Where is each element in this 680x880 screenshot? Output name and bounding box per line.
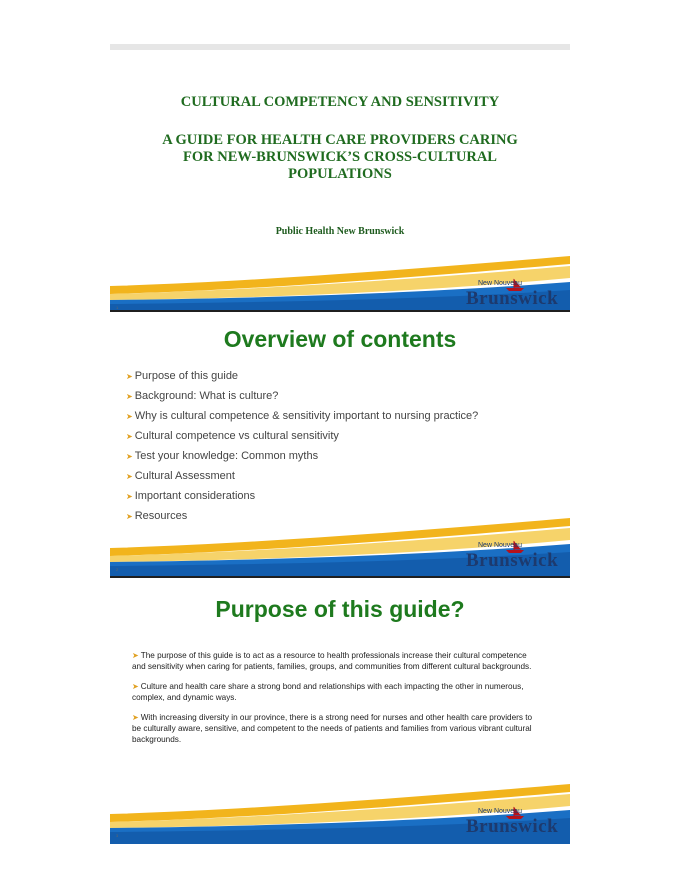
- logo-main-text: Brunswick: [466, 816, 559, 837]
- new-brunswick-logo: [466, 280, 562, 310]
- overview-list: [126, 366, 478, 526]
- list-item: [132, 650, 542, 672]
- slide-overview: [110, 310, 570, 578]
- list-item-text: Culture and health care share a strong bond and relationships with each impacting the other in numerous, complex, and dynamic ways.: [132, 682, 524, 702]
- list-item: [126, 446, 478, 466]
- arrow-bullet-icon: ➤: [126, 452, 133, 461]
- arrow-bullet-icon: ➤: [126, 472, 133, 481]
- list-item-text: Test your knowledge: Common myths: [134, 450, 319, 462]
- list-item: [126, 486, 478, 506]
- arrow-bullet-icon: ➤: [126, 372, 133, 381]
- slide-title-subheading: [110, 132, 570, 183]
- slide-title-heading: CULTURAL COMPETENCY AND SENSITIVITY: [180, 94, 500, 110]
- subheading-line: POPULATIONS: [288, 166, 392, 182]
- page-number: 1: [116, 305, 119, 310]
- slide-title: [110, 44, 570, 316]
- list-item-text: Cultural Assessment: [134, 470, 235, 482]
- arrow-bullet-icon: ➤: [126, 492, 133, 501]
- logo-small-text: New Nouveau: [478, 542, 522, 549]
- list-item-text: Background: What is culture?: [134, 390, 279, 402]
- list-item-text: Cultural competence vs cultural sensitivity: [134, 430, 339, 442]
- list-item: [126, 366, 478, 386]
- logo-small-text: New Nouveau: [478, 280, 522, 287]
- page-number: 3: [116, 833, 119, 838]
- page-number: 2: [116, 567, 119, 572]
- arrow-bullet-icon: ➤: [132, 682, 139, 691]
- logo-small-text: New Nouveau: [478, 808, 522, 815]
- purpose-list: [132, 650, 542, 754]
- list-item-text: The purpose of this guide is to act as a resource to health professionals increase their cultural competence and sensitivity when caring for patients, families, groups, and communities from different cultural backgrounds.: [132, 651, 532, 671]
- list-item: [126, 426, 478, 446]
- list-item: [132, 712, 542, 745]
- list-item-text: Why is cultural competence & sensitivity important to nursing practice?: [134, 410, 479, 422]
- arrow-bullet-icon: ➤: [132, 651, 139, 660]
- logo-main-text: Brunswick: [466, 550, 559, 571]
- list-item-text: Resources: [134, 510, 188, 522]
- list-item-text: Purpose of this guide: [134, 370, 239, 382]
- arrow-bullet-icon: ➤: [132, 713, 139, 722]
- list-item: [126, 386, 478, 406]
- subheading-line: FOR NEW-BRUNSWICK’S CROSS-CULTURAL: [183, 149, 497, 165]
- arrow-bullet-icon: ➤: [126, 432, 133, 441]
- arrow-bullet-icon: ➤: [126, 412, 133, 421]
- slide-title-author: Public Health New Brunswick: [275, 226, 405, 237]
- slide-purpose: [110, 576, 570, 844]
- list-item: [132, 681, 542, 703]
- new-brunswick-logo: [466, 808, 562, 838]
- list-item-text: With increasing diversity in our province, there is a strong need for nurses and other health care providers to be culturally aware, sensitive, and competent to the needs of patients and families from various vibrant cultural backgrounds.: [132, 713, 533, 744]
- new-brunswick-logo: [466, 542, 562, 572]
- list-item: [126, 406, 478, 426]
- slide-purpose-title: Purpose of this guide?: [215, 596, 465, 622]
- arrow-bullet-icon: ➤: [126, 512, 133, 521]
- arrow-bullet-icon: ➤: [126, 392, 133, 401]
- logo-main-text: Brunswick: [466, 288, 559, 309]
- list-item-text: Important considerations: [134, 490, 256, 502]
- list-item: [126, 466, 478, 486]
- subheading-line: A GUIDE FOR HEALTH CARE PROVIDERS CARING: [162, 132, 518, 148]
- slide-overview-title: Overview of contents: [223, 326, 457, 352]
